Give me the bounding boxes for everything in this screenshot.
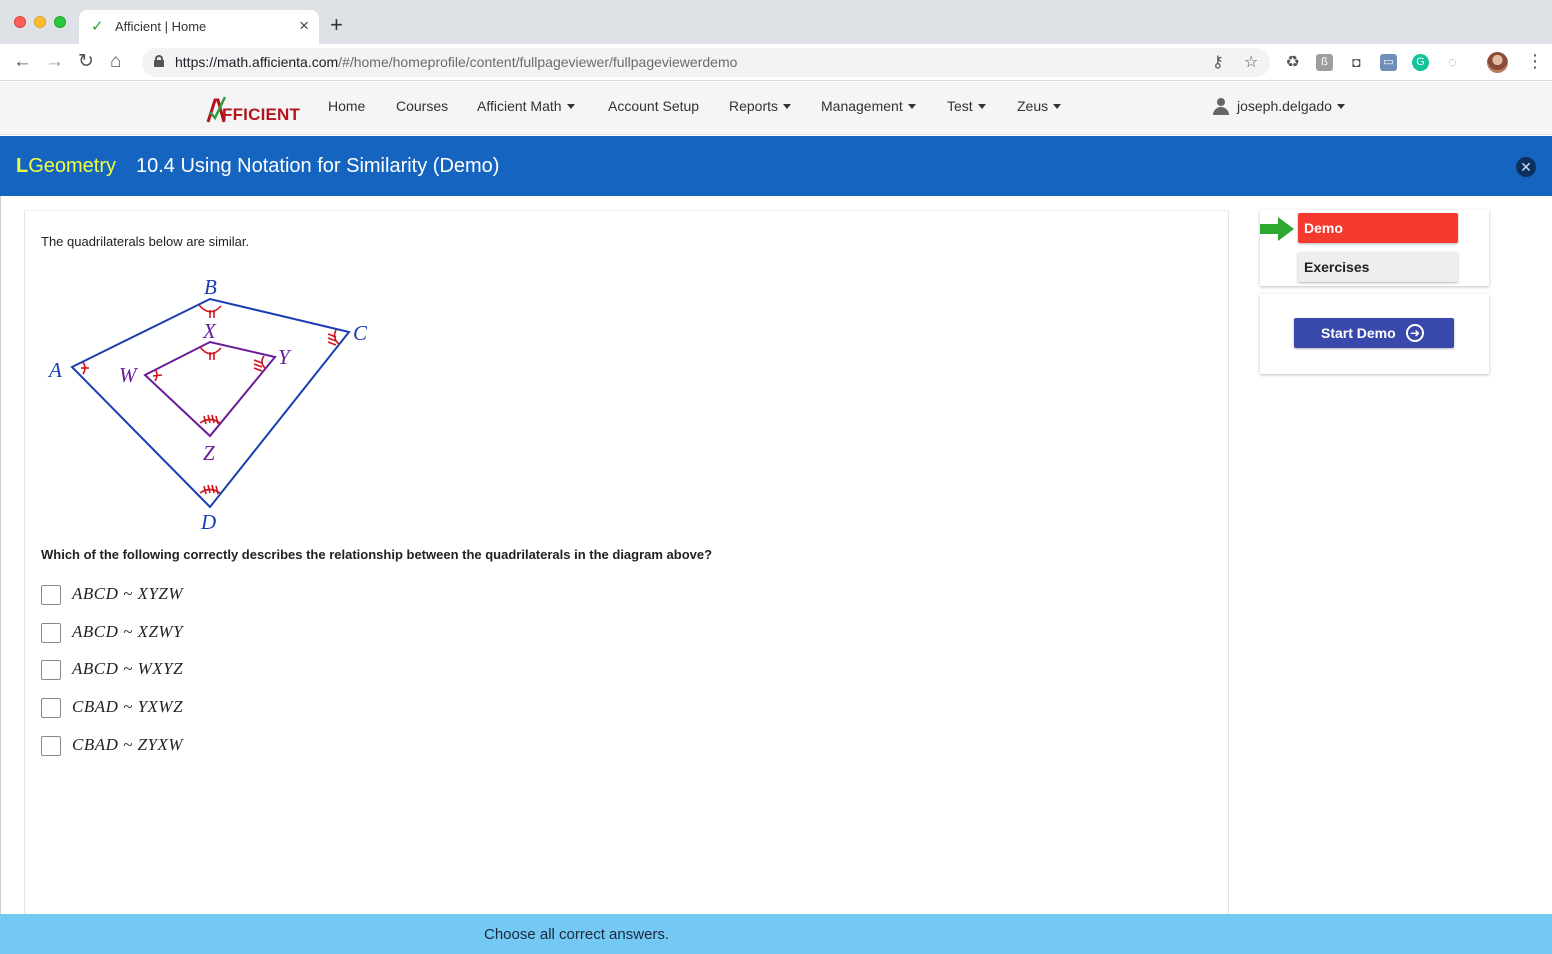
nav-courses[interactable]: Courses — [396, 98, 449, 114]
lesson-title: 10.4 Using Notation for Similarity (Demo) — [136, 155, 500, 177]
window-close-button[interactable] — [14, 16, 26, 28]
window-extension-icon[interactable]: ▭ — [1380, 54, 1397, 71]
profile-avatar[interactable] — [1487, 52, 1508, 73]
grammarly-icon[interactable]: G — [1412, 54, 1429, 71]
answer-checkbox[interactable] — [41, 736, 61, 756]
chevron-down-icon — [1053, 104, 1061, 109]
nav-test[interactable]: Test — [947, 98, 986, 114]
chevron-down-icon — [978, 104, 986, 109]
exercises-button[interactable]: Exercises — [1298, 252, 1458, 282]
close-lesson-icon[interactable]: ✕ — [1516, 157, 1536, 177]
lock-icon — [154, 55, 164, 67]
question-intro: The quadrilaterals below are similar. — [41, 234, 250, 249]
tab-title: Afficient | Home — [115, 19, 207, 34]
label-y: Y — [278, 345, 290, 369]
label-a: A — [49, 358, 62, 382]
menu-kebab-icon[interactable]: ⋮ — [1526, 51, 1544, 71]
label-x: X — [203, 319, 216, 343]
extension-icon[interactable]: ß — [1316, 54, 1333, 71]
question-text: Which of the following correctly describes the relationship between the quadrilaterals in the diagram above? — [41, 547, 713, 562]
answer-label: ABCD ~ XYZW — [72, 584, 184, 603]
footer-instruction: Choose all correct answers. — [484, 926, 670, 943]
camera-extension-icon[interactable]: ◘ — [1352, 54, 1361, 70]
new-tab-button[interactable]: + — [330, 12, 343, 37]
checkmark-icon: ✓ — [91, 18, 104, 35]
timer-extension-icon[interactable]: ◌ — [1448, 54, 1457, 71]
user-icon — [1213, 98, 1229, 116]
answer-label: CBAD ~ YXWZ — [72, 697, 184, 716]
afficient-logo[interactable] — [206, 96, 302, 126]
tab-close-icon[interactable]: × — [299, 16, 309, 35]
window-zoom-button[interactable] — [54, 16, 66, 28]
nav-zeus[interactable]: Zeus — [1017, 98, 1061, 114]
label-c: C — [353, 321, 368, 345]
answer-checkbox[interactable] — [41, 623, 61, 643]
browser-titlebar — [0, 0, 1552, 44]
answer-label: ABCD ~ XZWY — [72, 622, 184, 641]
browser-tab[interactable] — [79, 10, 319, 44]
label-z: Z — [203, 441, 215, 465]
answer-label: ABCD ~ WXYZ — [72, 659, 184, 678]
address-bar[interactable] — [142, 48, 1270, 77]
nav-account-setup[interactable]: Account Setup — [608, 98, 700, 114]
label-w: W — [119, 363, 137, 387]
answer-checkbox[interactable] — [41, 660, 61, 680]
app-navbar — [0, 82, 1552, 135]
home-icon[interactable]: ⌂ — [110, 51, 122, 72]
answer-label: CBAD ~ ZYXW — [72, 735, 184, 754]
start-demo-label: Start Demo — [1321, 325, 1396, 341]
answer-option[interactable] — [41, 583, 441, 607]
nav-management[interactable]: Management — [821, 98, 916, 114]
arrow-circle-right-icon: ➜ — [1406, 324, 1424, 342]
chevron-down-icon — [908, 104, 916, 109]
answer-option[interactable] — [41, 621, 441, 645]
left-divider — [0, 196, 1, 914]
answer-checkbox[interactable] — [41, 698, 61, 718]
angle-marks-inner — [153, 347, 266, 424]
key-icon[interactable]: ⚷ — [1212, 54, 1224, 71]
star-icon[interactable]: ☆ — [1244, 54, 1259, 71]
diagram-vertex-labels — [47, 275, 368, 534]
answer-option[interactable] — [41, 658, 441, 682]
nav-reports[interactable]: Reports — [729, 98, 791, 114]
chevron-down-icon — [1337, 104, 1345, 109]
chevron-down-icon — [783, 104, 791, 109]
chevron-down-icon — [567, 104, 575, 109]
demo-button[interactable]: Demo — [1298, 213, 1458, 243]
instruction-footer — [0, 914, 1552, 954]
window-minimize-button[interactable] — [34, 16, 46, 28]
answer-option[interactable] — [41, 696, 441, 720]
logo-text: FFICIENT — [222, 105, 301, 124]
green-arrow-icon — [1259, 217, 1295, 241]
nav-home[interactable]: Home — [328, 98, 366, 114]
reload-icon[interactable]: ↻ — [78, 51, 94, 72]
label-b: B — [204, 275, 217, 299]
answer-option[interactable] — [41, 734, 441, 758]
nav-afficient-math[interactable]: Afficient Math — [477, 98, 575, 114]
url-text[interactable]: https://math.afficienta.com/#/home/homeprofile/content/fullpageviewer/fullpageviewerdemo — [175, 54, 738, 70]
recycle-extension-icon[interactable]: ♻ — [1285, 54, 1300, 71]
back-arrow-icon[interactable]: ← — [13, 51, 32, 72]
browser-toolbar — [0, 44, 1552, 81]
start-demo-button[interactable] — [1294, 318, 1454, 348]
label-d: D — [201, 510, 217, 534]
user-menu[interactable]: joseph.delgado — [1237, 98, 1345, 114]
forward-arrow-icon[interactable]: → — [45, 51, 64, 72]
lesson-banner — [0, 136, 1552, 196]
course-title: LGeometry — [16, 155, 117, 177]
answer-checkbox[interactable] — [41, 585, 61, 605]
similar-quadrilaterals-diagram — [40, 268, 400, 536]
